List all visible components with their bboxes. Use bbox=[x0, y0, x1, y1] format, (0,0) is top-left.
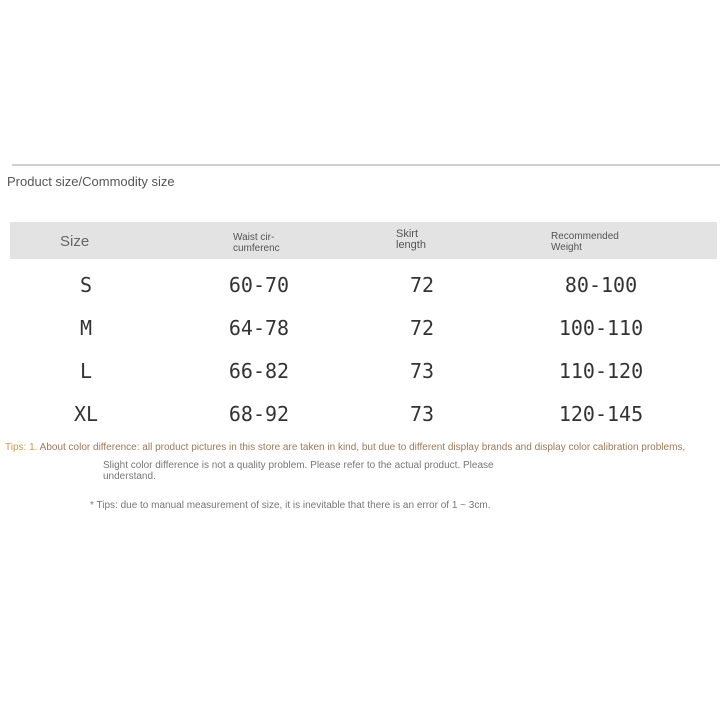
table-row bbox=[0, 359, 728, 395]
header-skirt-line2: length bbox=[396, 239, 426, 251]
cell-waist: 68-92 bbox=[228, 402, 290, 426]
table-row bbox=[0, 316, 728, 352]
header-recommended-weight bbox=[551, 231, 619, 253]
top-divider bbox=[12, 164, 720, 166]
cell-weight: 100-110 bbox=[558, 316, 644, 340]
cell-size: S bbox=[79, 273, 93, 297]
cell-size: XL bbox=[73, 402, 99, 426]
measurement-note: * Tips: due to manual measurement of size, it is inevitable that there is an error of 1 ~ 3cm. bbox=[90, 500, 491, 511]
header-weight-line1: Recommended bbox=[551, 231, 619, 242]
table-row bbox=[0, 402, 728, 438]
cell-skirt-length: 73 bbox=[409, 359, 435, 383]
cell-weight: 80-100 bbox=[564, 273, 638, 297]
cell-waist: 60-70 bbox=[228, 273, 290, 297]
cell-size: M bbox=[79, 316, 93, 340]
header-skirt-line1: Skirt bbox=[396, 228, 418, 240]
tips-text: About color difference: all product pictures in this store are taken in kind, but due to different display brands and display color calibration problems, bbox=[37, 442, 686, 453]
cell-skirt-length: 72 bbox=[409, 316, 435, 340]
cell-size: L bbox=[79, 359, 93, 383]
table-row bbox=[0, 273, 728, 309]
header-waist bbox=[233, 232, 285, 254]
cell-weight: 110-120 bbox=[558, 359, 644, 383]
cell-skirt-length: 72 bbox=[409, 273, 435, 297]
cell-skirt-length: 73 bbox=[409, 402, 435, 426]
header-size: Size bbox=[60, 233, 90, 250]
section-title: Product size/Commodity size bbox=[7, 174, 175, 189]
tips-continuation: Slight color difference is not a quality problem. Please refer to the actual product. Please understand. bbox=[103, 460, 494, 482]
header-skirt-length bbox=[396, 229, 426, 251]
header-waist-line1: Waist cir- bbox=[233, 232, 275, 243]
tips-lead: Tips: 1. bbox=[5, 442, 38, 453]
cell-weight: 120-145 bbox=[558, 402, 644, 426]
tips-line bbox=[5, 442, 685, 453]
header-weight-line2: Weight bbox=[551, 242, 582, 253]
cell-waist: 66-82 bbox=[228, 359, 290, 383]
header-waist-line2: cumferenc bbox=[233, 243, 280, 254]
cell-waist: 64-78 bbox=[228, 316, 290, 340]
